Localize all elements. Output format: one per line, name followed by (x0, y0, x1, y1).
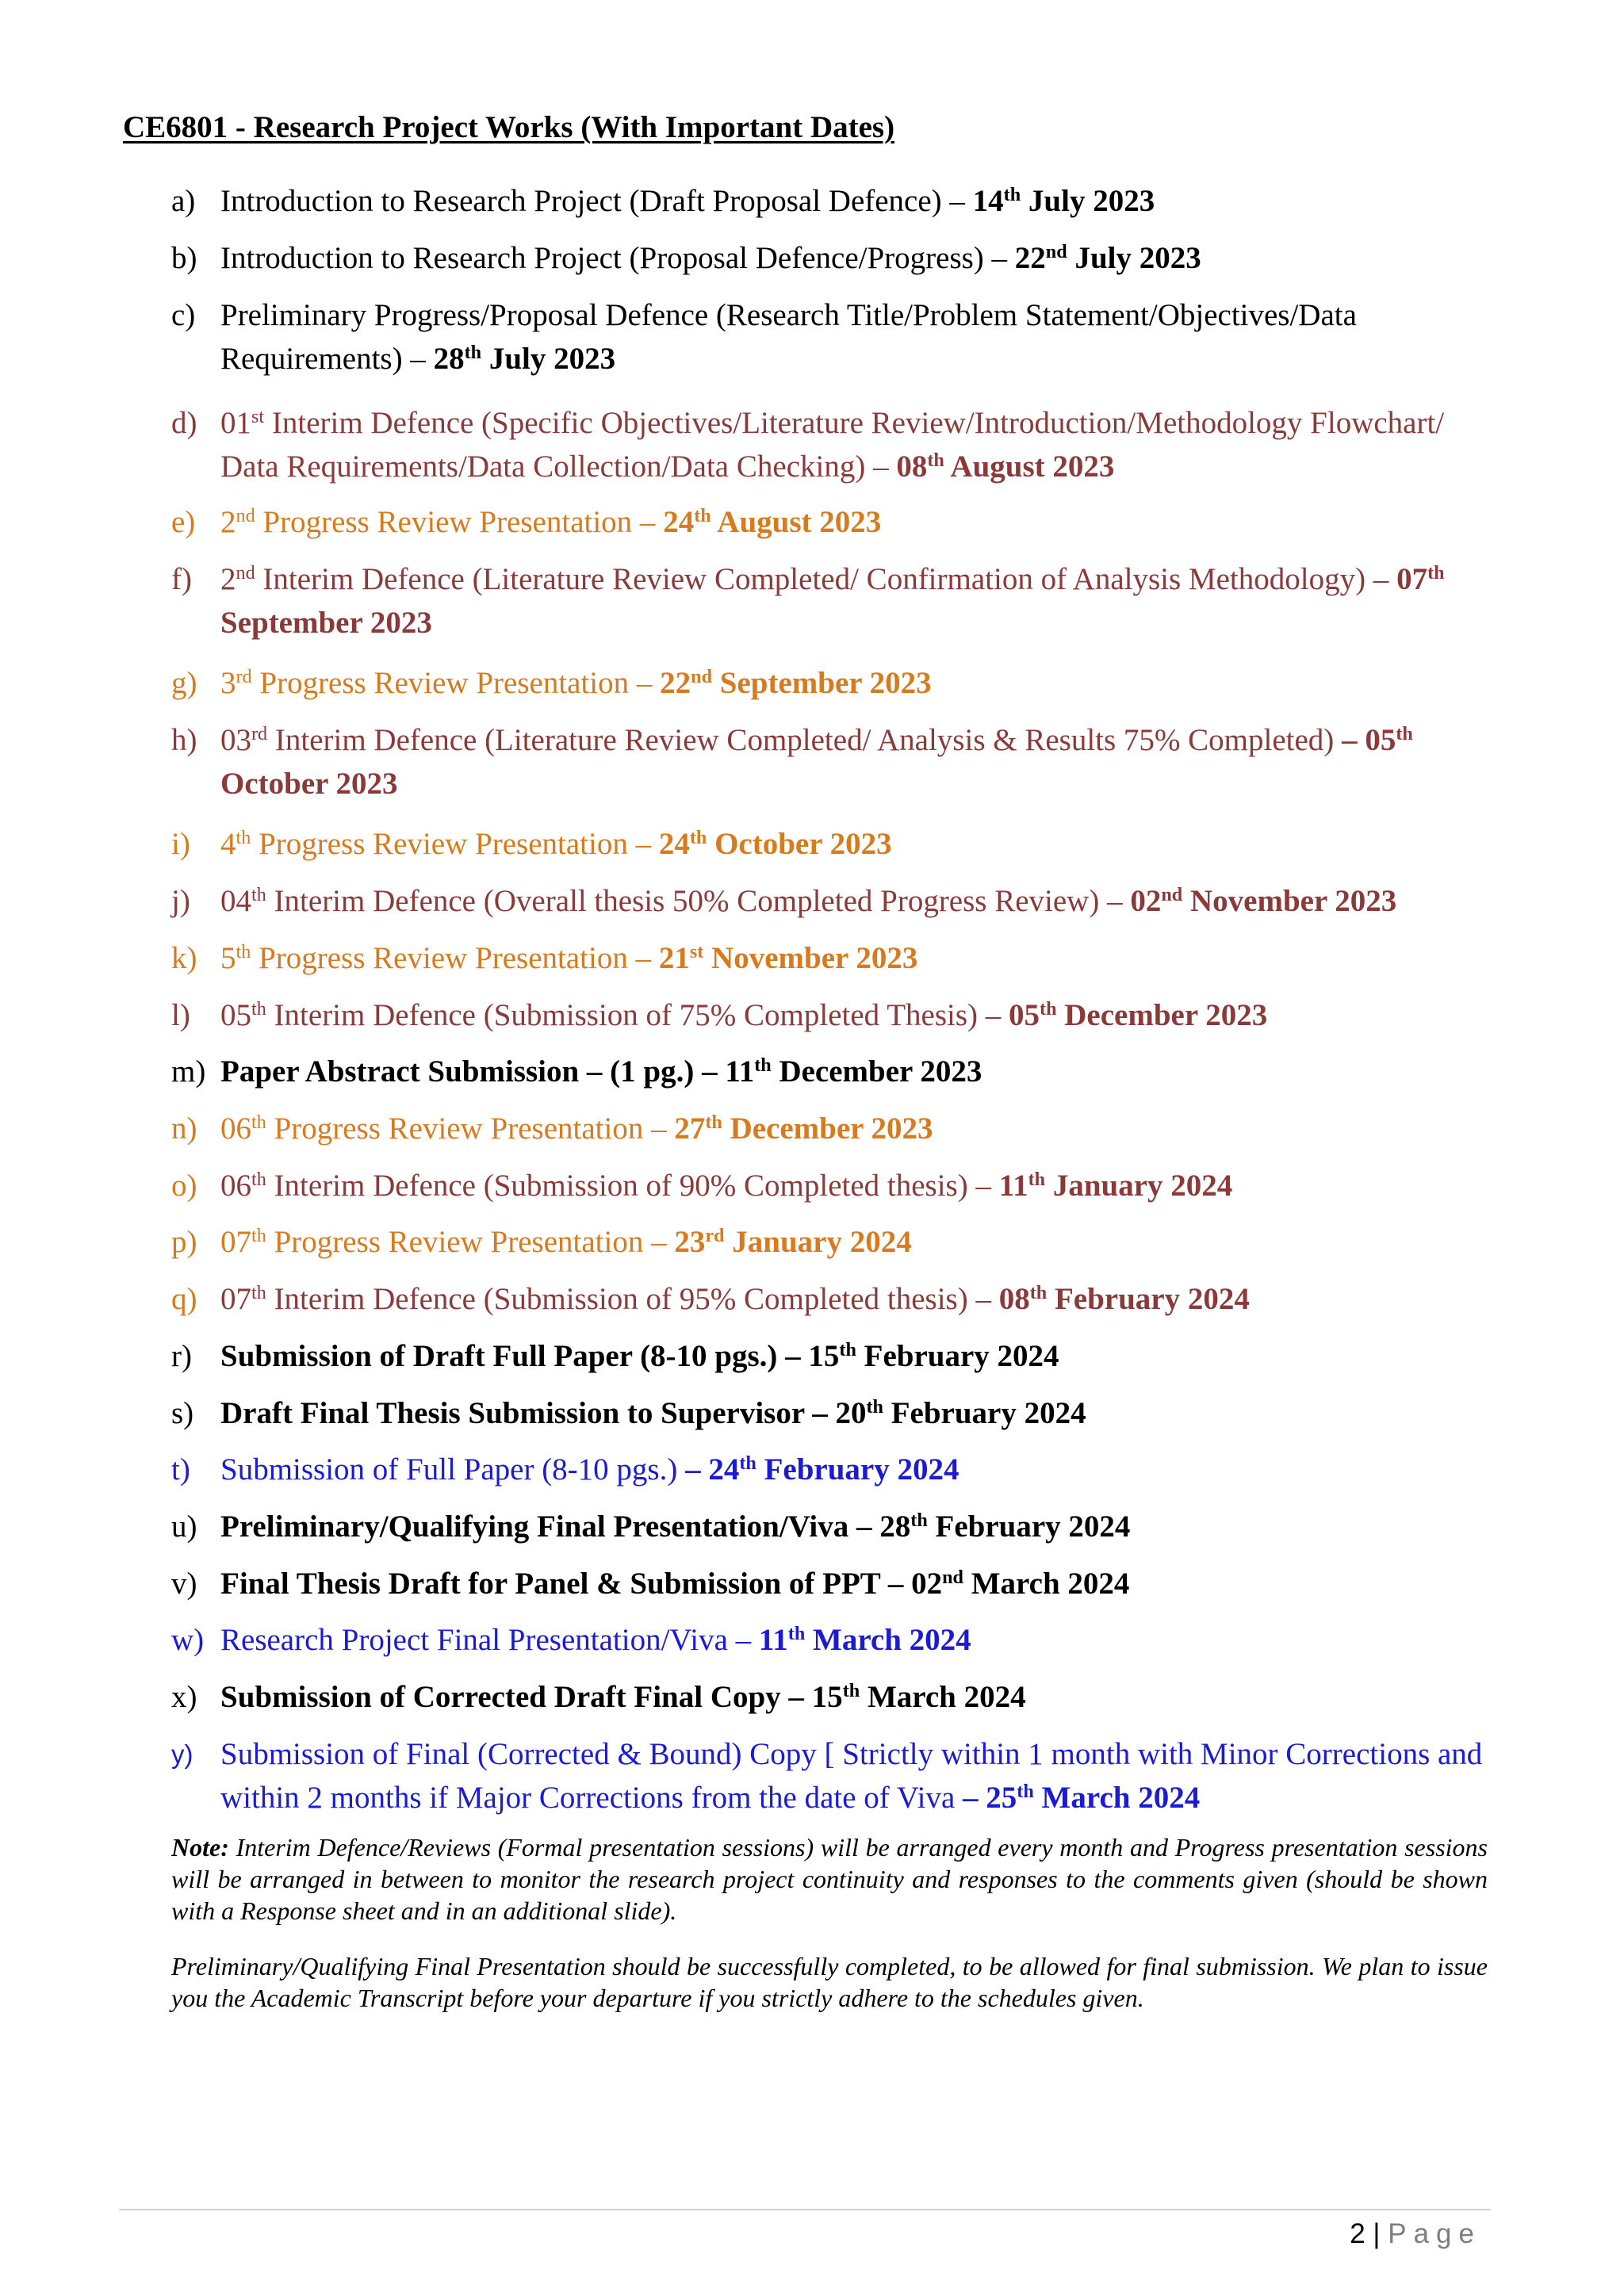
item-marker: t) (171, 1452, 190, 1487)
bold-text: 24 (663, 505, 695, 539)
text-segment: Progress Review Presentation – (266, 1112, 675, 1146)
text-segment: Interim Defence (Overall thesis 50% Completed Progress Review) – (266, 884, 1131, 918)
bold-text: 23 (674, 1225, 706, 1259)
bold-text: 08 (998, 1282, 1030, 1316)
schedule-item (171, 557, 1496, 645)
text-segment: Submission of Full Paper (8-10 pgs.) (220, 1452, 686, 1487)
schedule-item (171, 1505, 1496, 1548)
item-text (220, 1675, 1496, 1719)
ordinal-suffix: st (689, 940, 704, 962)
bold-text: 22 (1014, 241, 1046, 275)
ordinal-suffix: th (739, 1452, 756, 1474)
bold-text: October 2023 (220, 767, 398, 801)
bold-text: November 2023 (1182, 884, 1397, 918)
ordinal-suffix: th (236, 940, 251, 962)
bold-text: March 2024 (805, 1623, 971, 1657)
text-segment: 07 (220, 1282, 251, 1316)
schedule-item (171, 1675, 1496, 1719)
bold-text: Preliminary/Qualifying Final Presentation/Viva – 28 (220, 1510, 911, 1544)
schedule-item (171, 1391, 1496, 1435)
item-marker: i) (171, 827, 190, 861)
ordinal-suffix: th (1028, 1168, 1046, 1190)
ordinal-suffix: th (689, 826, 707, 848)
item-marker: c) (171, 298, 196, 332)
schedule-item (171, 500, 1496, 544)
page-footer (1350, 2218, 1481, 2250)
ordinal-suffix: th (1040, 997, 1057, 1020)
item-text (220, 1220, 1496, 1264)
text-segment: 01 (220, 406, 251, 440)
ordinal-suffix: th (839, 1338, 856, 1360)
bold-text: November 2023 (703, 941, 918, 975)
ordinal-suffix: th (1396, 722, 1413, 744)
ordinal-suffix: th (1017, 1780, 1034, 1802)
text-segment: 2 (220, 505, 236, 539)
item-text (220, 718, 1496, 806)
item-text (220, 401, 1496, 488)
item-marker: e) (171, 505, 196, 539)
text-segment: Interim Defence (Literature Review Completed/ Confirmation of Analysis Methodology) – (255, 562, 1397, 596)
item-marker: u) (171, 1510, 197, 1544)
ordinal-suffix: st (251, 405, 265, 427)
bold-text: 02 (1130, 884, 1162, 918)
bold-text: August 2023 (944, 450, 1115, 484)
item-marker: f) (171, 562, 192, 596)
bold-text: 14 (972, 184, 1004, 218)
ordinal-suffix: rd (236, 665, 252, 687)
item-text (220, 1164, 1496, 1207)
bold-text: – 24 (685, 1452, 740, 1487)
item-text (220, 661, 1496, 705)
item-marker: a) (171, 184, 196, 218)
ordinal-suffix: th (236, 826, 251, 848)
page-label: Page (1388, 2218, 1481, 2249)
item-text (220, 500, 1496, 544)
bold-text: September 2023 (220, 606, 432, 640)
text-segment: Submission of Final (Corrected & Bound) Copy [ Strictly within 1 month with Minor Corrections and within 2 months if Major Corrections from the date of Viva (220, 1737, 1483, 1815)
text-segment: Introduction to Research Project (Proposal Defence/Progress) – (220, 241, 1015, 275)
schedule-item (171, 1562, 1496, 1605)
text-segment: 06 (220, 1112, 251, 1146)
bold-text: July 2023 (1067, 241, 1201, 275)
bold-text: January 2024 (724, 1225, 912, 1259)
bold-text: 08 (896, 450, 928, 484)
text-segment: 03 (220, 723, 251, 757)
note-label: Note: (171, 1833, 229, 1862)
bold-text: Paper Abstract Submission – (1 pg.) – 11 (220, 1054, 755, 1089)
bold-text: January 2024 (1045, 1169, 1233, 1203)
ordinal-suffix: nd (1045, 240, 1067, 262)
text-segment: 06 (220, 1169, 251, 1203)
bold-text: July 2023 (1021, 184, 1155, 218)
text-segment: 07 (220, 1225, 251, 1259)
ordinal-suffix: th (705, 1111, 722, 1133)
bold-text: Final Thesis Draft for Panel & Submission of PPT – 02 (220, 1567, 943, 1601)
bold-text: Submission of Corrected Draft Final Copy – 15 (220, 1680, 843, 1714)
item-text (220, 1334, 1496, 1378)
page-number: 2 (1350, 2218, 1365, 2249)
bold-text: 11 (998, 1169, 1028, 1203)
text-segment: Interim Defence (Submission of 95% Completed thesis) – (266, 1282, 999, 1316)
item-marker: j) (171, 884, 190, 918)
item-marker: l) (171, 998, 190, 1032)
text-segment: Interim Defence (Submission of 75% Completed Thesis) – (266, 998, 1009, 1032)
bold-text: 21 (658, 941, 690, 975)
ordinal-suffix: th (251, 1281, 266, 1303)
ordinal-suffix: th (464, 341, 482, 363)
item-text (220, 1391, 1496, 1435)
item-text (220, 557, 1496, 645)
bold-text: Submission of Draft Full Paper (8-10 pgs.) – 15 (220, 1339, 840, 1373)
ordinal-suffix: rd (251, 722, 268, 744)
item-text (220, 1618, 1496, 1662)
schedule-item (171, 236, 1496, 280)
item-marker: d) (171, 406, 197, 440)
bold-text: February 2024 (756, 1452, 959, 1487)
text-segment: 3 (220, 666, 236, 700)
text-segment: Research Project Final Presentation/Viva – (220, 1623, 759, 1657)
item-marker: o) (171, 1169, 197, 1203)
text-segment: 2 (220, 562, 236, 596)
text-segment: Progress Review Presentation – (255, 505, 664, 539)
bold-text: – 05 (1342, 723, 1396, 757)
schedule-item (171, 1732, 1496, 1820)
text-segment: 05 (220, 998, 251, 1032)
item-marker: b) (171, 241, 197, 275)
bold-text: Draft Final Thesis Submission to Supervisor – 20 (220, 1396, 867, 1430)
item-text (220, 1505, 1496, 1548)
item-text (220, 236, 1496, 280)
item-text (220, 879, 1496, 923)
bold-text: July 2023 (481, 342, 616, 376)
item-text (220, 1448, 1496, 1491)
schedule-item (171, 1220, 1496, 1264)
schedule-item (171, 179, 1496, 223)
bold-text: February 2024 (1047, 1282, 1250, 1316)
page-separator: | (1365, 2218, 1388, 2249)
text-segment: Interim Defence (Submission of 90% Completed thesis) – (266, 1169, 999, 1203)
ordinal-suffix: th (1003, 183, 1021, 205)
schedule-item (171, 822, 1496, 866)
schedule-item (171, 1618, 1496, 1662)
item-text (220, 822, 1496, 866)
ordinal-suffix: rd (705, 1224, 725, 1246)
bold-text: March 2024 (1033, 1781, 1201, 1815)
item-marker: s) (171, 1396, 194, 1430)
bold-text: February 2024 (927, 1510, 1131, 1544)
bold-text: August 2023 (710, 505, 882, 539)
bold-text: 27 (674, 1112, 706, 1146)
ordinal-suffix: th (927, 449, 944, 471)
item-text (220, 1732, 1496, 1820)
ordinal-suffix: th (251, 1111, 266, 1133)
ordinal-suffix: nd (1161, 883, 1183, 905)
bold-text: 11 (758, 1623, 788, 1657)
item-marker: k) (171, 941, 197, 975)
text-segment: Introduction to Research Project (Draft Proposal Defence) – (220, 184, 973, 218)
text-segment: Progress Review Presentation – (251, 941, 659, 975)
item-text (220, 179, 1496, 223)
schedule-item (171, 1050, 1496, 1093)
bold-text: March 2024 (963, 1567, 1130, 1601)
ordinal-suffix: th (787, 1622, 806, 1644)
schedule-item (171, 718, 1496, 806)
bold-text: 28 (433, 342, 465, 376)
ordinal-suffix: th (754, 1054, 772, 1076)
bold-text: February 2024 (856, 1339, 1059, 1373)
bold-text: 22 (660, 666, 691, 700)
ordinal-suffix: th (1427, 561, 1445, 584)
item-marker: x) (171, 1680, 197, 1714)
ordinal-suffix: nd (236, 561, 255, 584)
item-text (220, 936, 1496, 980)
ordinal-suffix: th (1029, 1281, 1048, 1303)
item-marker: p) (171, 1225, 197, 1259)
item-text (220, 1277, 1496, 1321)
bold-text: 05 (1009, 998, 1040, 1032)
ordinal-suffix: th (251, 883, 266, 905)
ordinal-suffix: th (866, 1395, 883, 1418)
schedule-item (171, 936, 1496, 980)
text-segment: Progress Review Presentation – (251, 827, 659, 861)
item-marker: h) (171, 723, 197, 757)
note-paragraph-2: Preliminary/Qualifying Final Presentation should be successfully completed, to be allowed for final submission. We plan to issue you the Academic Transcript before your departure if you strictly adhere to the schedules given. (171, 1952, 1488, 2012)
item-marker: r) (171, 1339, 192, 1373)
item-text (220, 1562, 1496, 1605)
text-segment: Progress Review Presentation – (251, 666, 661, 700)
item-marker: w) (171, 1623, 205, 1657)
bold-text: – 25 (963, 1781, 1017, 1815)
ordinal-suffix: th (251, 1224, 266, 1246)
ordinal-suffix: th (842, 1679, 860, 1701)
ordinal-suffix: nd (691, 665, 713, 687)
schedule-item (171, 1277, 1496, 1321)
bold-text: December 2023 (722, 1112, 933, 1146)
text-segment: 5 (220, 941, 236, 975)
schedule-item (171, 993, 1496, 1037)
schedule-item (171, 1334, 1496, 1378)
item-marker: q) (171, 1282, 197, 1316)
item-text (220, 293, 1496, 381)
document-heading: CE6801 - Research Project Works (With Important Dates) (123, 110, 895, 144)
bold-text: December 2023 (771, 1054, 982, 1089)
text-segment: Interim Defence (Literature Review Completed/ Analysis & Results 75% Completed) (267, 723, 1342, 757)
item-text (220, 1107, 1496, 1150)
footer-divider (119, 2209, 1491, 2210)
schedule-item (171, 401, 1496, 488)
schedule-item (171, 661, 1496, 705)
item-marker: m) (171, 1054, 206, 1089)
ordinal-suffix: nd (236, 504, 255, 526)
schedule-item (171, 293, 1496, 381)
text-segment: 4 (220, 827, 236, 861)
note-paragraph (171, 1831, 1488, 1927)
ordinal-suffix: nd (942, 1566, 963, 1588)
text-segment: Progress Review Presentation – (266, 1225, 675, 1259)
ordinal-suffix: th (910, 1509, 928, 1531)
bold-text: February 2024 (883, 1396, 1086, 1430)
item-marker: y) (171, 1739, 193, 1769)
item-marker: v) (171, 1567, 197, 1601)
bold-text: September 2023 (712, 666, 932, 700)
schedule-item (171, 1107, 1496, 1150)
bold-text: 07 (1396, 562, 1428, 596)
bold-text: December 2023 (1056, 998, 1268, 1032)
item-text (220, 1050, 1496, 1093)
ordinal-suffix: th (251, 1168, 266, 1190)
schedule-item (171, 1448, 1496, 1491)
text-segment: 04 (220, 884, 251, 918)
text-segment: Preliminary Progress/Proposal Defence (Research Title/Problem Statement/Objectives/Data Requirements) – (220, 298, 1357, 376)
bold-text: October 2023 (707, 827, 892, 861)
bold-text: March 2024 (860, 1680, 1026, 1714)
text-segment: Interim Defence (Specific Objectives/Literature Review/Introduction/Methodology Flowchart/ Data Requirements/Data Collection/Data Checking) – (220, 406, 1445, 484)
ordinal-suffix: th (694, 504, 711, 526)
ordinal-suffix: th (251, 997, 266, 1020)
item-text (220, 993, 1496, 1037)
bold-text: 24 (658, 827, 690, 861)
item-marker: g) (171, 666, 197, 700)
note-text: Interim Defence/Reviews (Formal presentation sessions) will be arranged every month and Progress presentation sessions will be arranged in between to monitor the research project continuity and responses to the comments given (should be shown with a Response sheet and in an additional slide). (171, 1833, 1488, 1925)
schedule-item (171, 879, 1496, 923)
schedule-item (171, 1164, 1496, 1207)
item-marker: n) (171, 1112, 197, 1146)
